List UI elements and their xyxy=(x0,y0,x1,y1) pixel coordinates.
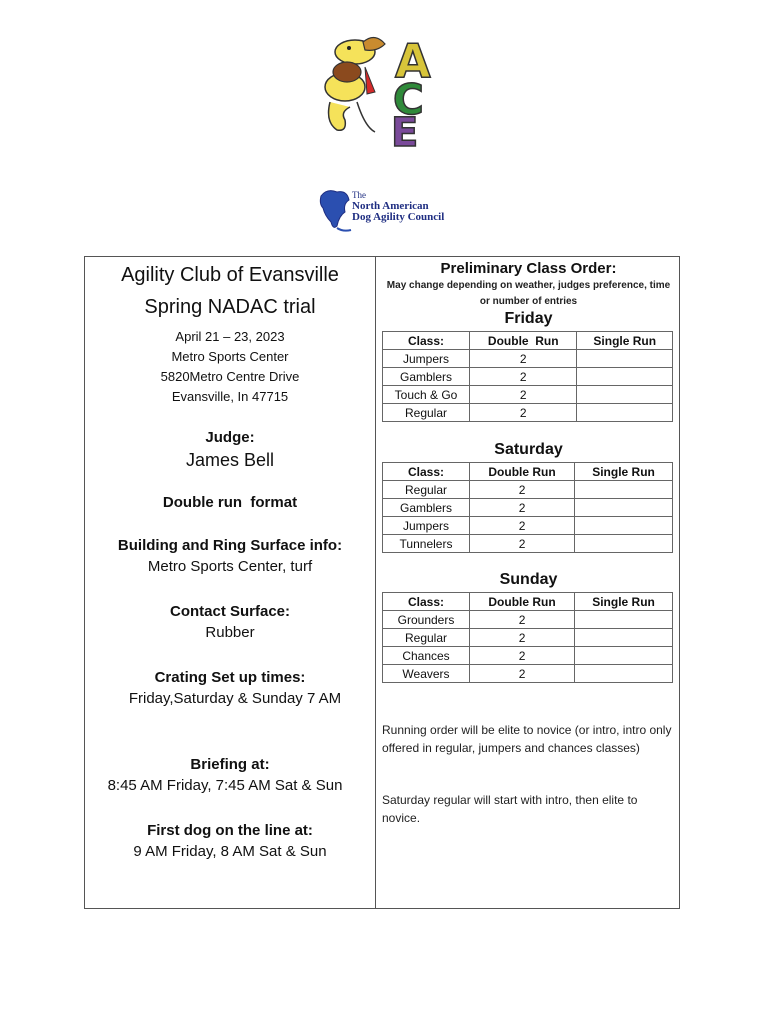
double-run-cell: 2 xyxy=(470,386,577,404)
table-row xyxy=(383,350,673,368)
header-single-run: Single Run xyxy=(577,332,673,350)
friday-schedule-table xyxy=(382,331,673,422)
class-cell: Regular xyxy=(383,404,470,422)
class-order-column xyxy=(376,257,681,908)
single-run-cell xyxy=(575,665,673,683)
day-heading-friday: Friday xyxy=(504,310,553,327)
first-dog-label: First dog on the line at: xyxy=(147,822,313,839)
table-header-row xyxy=(383,593,673,611)
crating-label: Crating Set up times: xyxy=(154,669,306,686)
header-class: Class: xyxy=(383,332,470,350)
event-dates: April 21 – 23, 2023 xyxy=(175,329,285,344)
ace-letter-e: E xyxy=(391,110,419,152)
double-run-cell: 2 xyxy=(470,517,575,535)
single-run-cell xyxy=(575,535,673,553)
double-run-cell: 2 xyxy=(470,629,575,647)
single-run-cell xyxy=(577,350,673,368)
header-double-run: Double Run xyxy=(470,593,575,611)
class-order-heading: Preliminary Class Order: xyxy=(440,260,617,277)
nadac-the: The xyxy=(352,190,366,200)
class-cell: Regular xyxy=(383,481,470,499)
running-order-note: Running order will be elite to novice (or intro, intro only offered in regular, jumpers and chances classes) xyxy=(382,723,672,755)
saturday-schedule-table xyxy=(382,462,673,553)
double-run-cell: 2 xyxy=(470,611,575,629)
class-cell: Jumpers xyxy=(383,517,470,535)
single-run-cell xyxy=(575,611,673,629)
table-row xyxy=(383,404,673,422)
single-run-cell xyxy=(575,647,673,665)
contact-surface-value: Rubber xyxy=(205,624,255,641)
table-row xyxy=(383,481,673,499)
table-header-row xyxy=(383,332,673,350)
header-double-run: Double Run xyxy=(470,463,575,481)
ace-letter-a: A xyxy=(395,34,431,88)
day-heading-sunday: Sunday xyxy=(499,571,558,588)
class-cell: Regular xyxy=(383,629,470,647)
class-cell: Tunnelers xyxy=(383,535,470,553)
class-order-note-2: or number of entries xyxy=(479,296,578,307)
class-cell: Weavers xyxy=(383,665,470,683)
double-run-cell: 2 xyxy=(470,647,575,665)
event-name: Spring NADAC trial xyxy=(144,296,316,318)
double-run-cell: 2 xyxy=(470,481,575,499)
table-row xyxy=(383,517,673,535)
north-america-map-icon xyxy=(317,186,353,234)
trial-info-frame xyxy=(84,256,680,909)
venue-name: Metro Sports Center xyxy=(171,349,289,364)
table-row xyxy=(383,535,673,553)
sunday-schedule-table xyxy=(382,592,673,683)
table-row xyxy=(383,368,673,386)
table-row xyxy=(383,647,673,665)
table-header-row xyxy=(383,463,673,481)
single-run-cell xyxy=(577,368,673,386)
double-run-cell: 2 xyxy=(470,368,577,386)
briefing-label: Briefing at: xyxy=(190,756,270,773)
contact-surface-label: Contact Surface: xyxy=(169,603,291,620)
ace-letter-c: C xyxy=(393,75,424,124)
class-cell: Grounders xyxy=(383,611,470,629)
class-cell: Chances xyxy=(383,647,470,665)
surface-label: Building and Ring Surface info: xyxy=(117,537,343,554)
single-run-cell xyxy=(575,481,673,499)
table-row xyxy=(383,611,673,629)
header-single-run: Single Run xyxy=(575,463,673,481)
crating-value: Friday,Saturday & Sunday 7 AM xyxy=(128,690,342,707)
single-run-cell xyxy=(575,517,673,535)
table-row xyxy=(383,665,673,683)
table-row xyxy=(383,386,673,404)
single-run-cell xyxy=(577,386,673,404)
ace-dog-logo xyxy=(305,22,455,152)
class-cell: Gamblers xyxy=(383,499,470,517)
table-row xyxy=(383,499,673,517)
first-dog-value: 9 AM Friday, 8 AM Sat & Sun xyxy=(133,843,327,860)
venue-city: Evansville, In 47715 xyxy=(171,389,289,404)
briefing-value: 8:45 AM Friday, 7:45 AM Sat & Sun xyxy=(107,777,343,794)
header-class: Class: xyxy=(383,593,470,611)
header-single-run: Single Run xyxy=(575,593,673,611)
class-cell: Gamblers xyxy=(383,368,470,386)
judge-name: James Bell xyxy=(185,450,275,470)
table-row xyxy=(383,629,673,647)
double-run-cell: 2 xyxy=(470,535,575,553)
double-run-cell: 2 xyxy=(470,404,577,422)
single-run-cell xyxy=(575,499,673,517)
nadac-logo xyxy=(317,186,457,236)
nadac-north-american: North American xyxy=(352,200,429,212)
class-cell: Jumpers xyxy=(383,350,470,368)
judge-label: Judge: xyxy=(205,429,255,446)
class-cell: Touch & Go xyxy=(383,386,470,404)
double-run-cell: 2 xyxy=(470,350,577,368)
header-double-run: Double Run xyxy=(470,332,577,350)
run-format: Double run format xyxy=(162,494,298,511)
venue-address: 5820Metro Centre Drive xyxy=(160,369,300,384)
day-heading-saturday: Saturday xyxy=(494,441,563,458)
single-run-cell xyxy=(575,629,673,647)
nadac-council: Dog Agility Council xyxy=(352,211,445,223)
saturday-regular-note: Saturday regular will start with intro, then elite to novice. xyxy=(382,793,638,825)
surface-value: Metro Sports Center, turf xyxy=(147,558,313,575)
class-order-note-1: May change depending on weather, judges preference, time xyxy=(386,280,671,291)
single-run-cell xyxy=(577,404,673,422)
double-run-cell: 2 xyxy=(470,665,575,683)
header-class: Class: xyxy=(383,463,470,481)
double-run-cell: 2 xyxy=(470,499,575,517)
trial-details-column xyxy=(85,257,375,908)
club-name: Agility Club of Evansville xyxy=(121,264,339,286)
